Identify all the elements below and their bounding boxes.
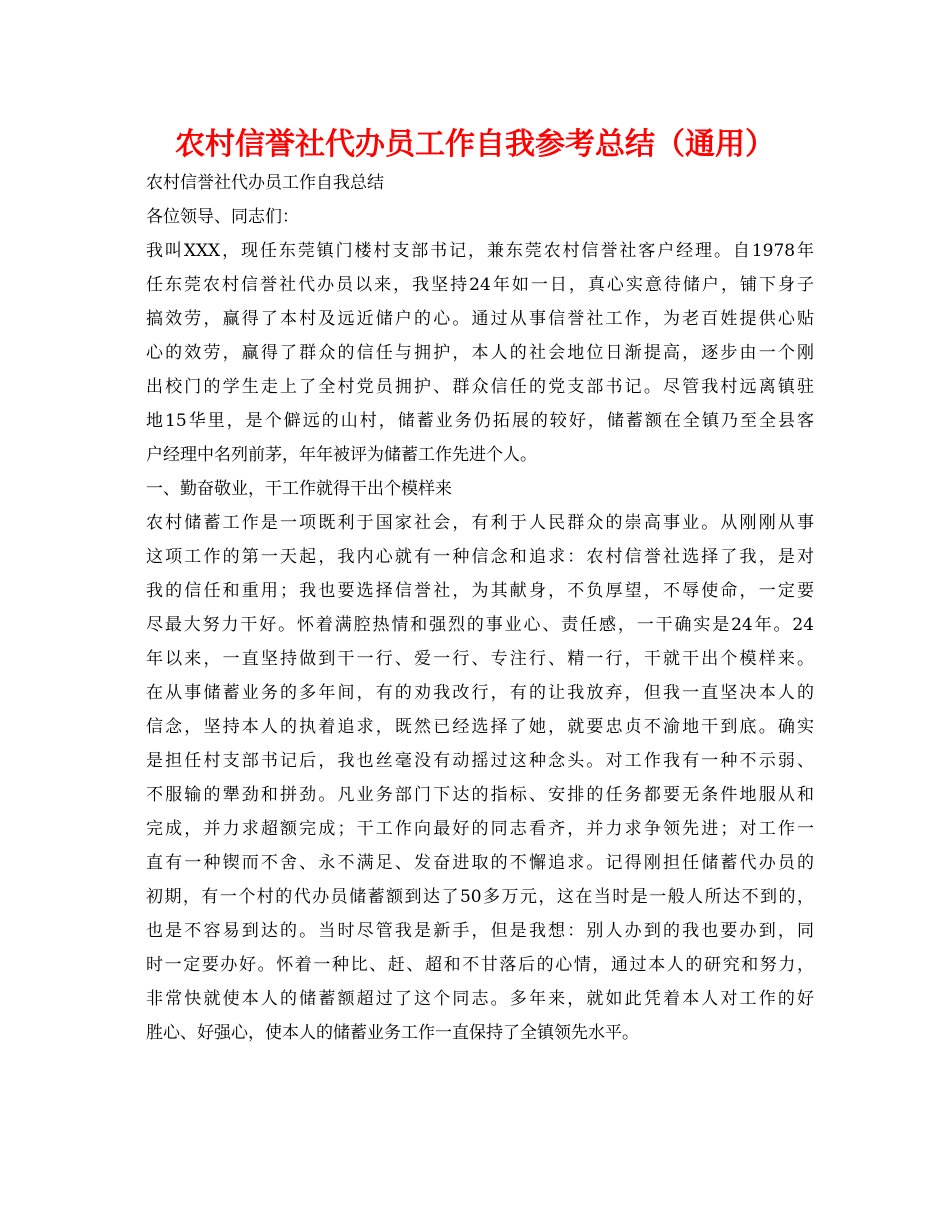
text-line: 非常快就使本人的储蓄额超过了这个同志。多年来，就如此凭着本人对工作的好 — [146, 989, 814, 1009]
text-line: 地15华里，是个僻远的山村，储蓄业务仍拓展的较好，储蓄额在全镇乃至全县客 — [146, 411, 814, 431]
text-line: 搞效劳，赢得了本村及远近储户的心。通过从事信誉社工作，为老百姓提供心贴 — [146, 309, 814, 329]
text-line: 信念，坚持本人的执着追求，既然已经选择了她，就要忠贞不渝地干到底。确实 — [146, 717, 814, 737]
text-line: 尽最大努力干好。怀着满腔热情和强烈的事业心、责任感，一干确实是24年。24 — [146, 615, 814, 635]
text-line: 户经理中名列前茅，年年被评为储蓄工作先进个人。 — [146, 445, 537, 465]
document-title: 农村信誉社代办员工作自我参考总结（通用） — [175, 127, 775, 162]
text-line: 心的效劳，赢得了群众的信任与拥护，本人的社会地位日渐提高，逐步由一个刚 — [146, 343, 814, 363]
text-line: 农村储蓄工作是一项既利于国家社会，有利于人民群众的崇高事业。从刚刚从事 — [146, 513, 814, 533]
text-line: 出校门的学生走上了全村党员拥护、群众信任的党支部书记。尽管我村远离镇驻 — [146, 377, 814, 397]
text-line: 胜心、好强心，使本人的储蓄业务工作一直保持了全镇领先水平。 — [146, 1023, 639, 1043]
text-line: 我的信任和重用；我也要选择信誉社，为其献身，不负厚望，不辱使命，一定要 — [146, 581, 814, 601]
text-line: 一、勤奋敬业，干工作就得干出个模样来 — [146, 479, 452, 499]
text-line: 是担任村支部书记后，我也丝毫没有动摇过这种念头。对工作我有一种不示弱、 — [146, 751, 814, 771]
text-line: 这项工作的第一天起，我内心就有一种信念和追求：农村信誉社选择了我，是对 — [146, 547, 814, 567]
document-body — [146, 166, 814, 1050]
text-line: 初期，有一个村的代办员储蓄额到达了50多万元，这在当时是一般人所达不到的， — [146, 887, 814, 907]
text-line: 农村信誉社代办员工作自我总结 — [146, 173, 384, 193]
text-line: 任东莞农村信誉社代办员以来，我坚持24年如一日，真心实意待储户，铺下身子 — [146, 275, 814, 295]
text-line: 我叫XXX，现任东莞镇门楼村支部书记，兼东莞农村信誉社客户经理。自1978年 — [146, 241, 814, 261]
text-line: 在从事储蓄业务的多年间，有的劝我改行，有的让我放弃，但我一直坚决本人的 — [146, 683, 814, 703]
text-line: 也是不容易到达的。当时尽管我是新手，但是我想：别人办到的我也要办到，同 — [146, 921, 814, 941]
text-line: 时一定要办好。怀着一种比、赶、超和不甘落后的心情，通过本人的研究和努力， — [146, 955, 814, 975]
text-line: 完成，并力求超额完成；干工作向最好的同志看齐，并力求争领先进；对工作一 — [146, 819, 814, 839]
text-line: 年以来，一直坚持做到干一行、爱一行、专注行、精一行，干就干出个模样来。 — [146, 649, 814, 669]
text-line: 直有一种锲而不舍、永不满足、发奋进取的不懈追求。记得刚担任储蓄代办员的 — [146, 853, 814, 873]
text-line: 不服输的犟劲和拼劲。凡业务部门下达的指标、安排的任务都要无条件地服从和 — [146, 785, 814, 805]
text-line: 各位领导、同志们： — [146, 207, 299, 227]
